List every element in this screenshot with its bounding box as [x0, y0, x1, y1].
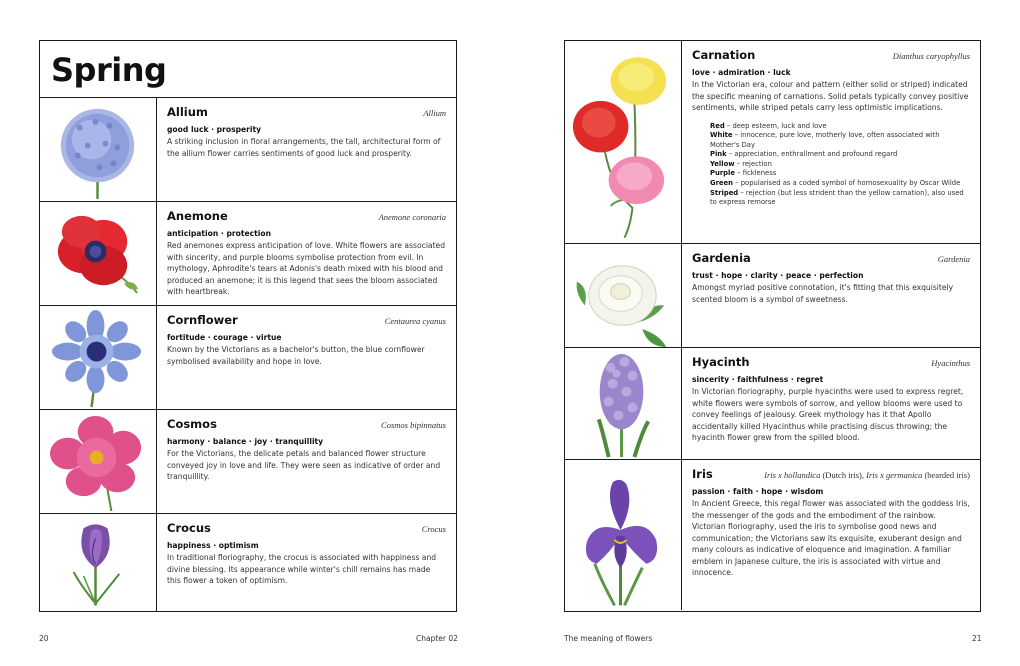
latin-name: Anemone coronaria: [378, 212, 446, 222]
flower-keywords: passion · faith · hope · wisdom: [692, 487, 824, 496]
flower-keywords: happiness · optimism: [167, 541, 259, 550]
spring-panel: [39, 40, 457, 612]
colour-meaning-red: Red – deep esteem, luck and love: [710, 121, 827, 130]
flower-panel-right: [564, 40, 981, 612]
flower-keywords: trust · hope · clarity · peace · perfection: [692, 271, 864, 280]
gardenia-illustration: [565, 244, 682, 347]
flower-description: Known by the Victorians as a bachelor's button, the blue cornflower symbolised availability and hope in love.: [167, 345, 425, 366]
crocus-illustration: [40, 514, 157, 611]
flower-name: Gardenia: [692, 251, 751, 265]
cosmos-illustration: [40, 410, 157, 513]
flower-entry-allium: [40, 98, 456, 202]
flower-entry-anemone: [40, 202, 456, 306]
carnation-illustration: [565, 41, 682, 243]
flower-entry-iris: [565, 460, 980, 610]
carnation-colour-meanings: [710, 122, 970, 208]
flower-entry-carnation: [565, 41, 980, 244]
colour-meaning-pink: Pink – appreciation, enthrallment and profound regard: [710, 150, 898, 159]
cornflower-illustration: [40, 306, 157, 409]
page-number-left: 20: [39, 634, 49, 643]
allium-illustration: [40, 98, 157, 201]
colour-meaning-striped: Striped – rejection (but less strident than the yellow carnation), also used to express remorse: [710, 188, 964, 207]
latin-name: Iris x hollandica (Dutch iris), Iris x germanica (bearded iris): [764, 470, 970, 480]
flower-name: Allium: [167, 105, 208, 119]
colour-meaning-green: Green – popularised as a coded symbol of homosexuality by Oscar Wilde: [710, 179, 961, 188]
latin-name: Allium: [423, 108, 446, 118]
anemone-illustration: [40, 202, 157, 305]
flower-keywords: love · admiration · luck: [692, 68, 791, 77]
flower-keywords: good luck · prosperity: [167, 125, 262, 134]
flower-name: Cosmos: [167, 417, 217, 431]
flower-entry-cosmos: [40, 410, 456, 514]
flower-keywords: sincerity · faithfulness · regret: [692, 375, 824, 384]
page-number-right: 21: [972, 634, 982, 643]
flower-description: In traditional floriography, the crocus is associated with happiness and divine blessing. Its appearance while winter's chill remains has made this flower a token of optimism.: [167, 553, 437, 585]
section-label: The meaning of flowers: [564, 634, 653, 643]
flower-description: A striking inclusion in floral arrangements, the tall, architectural form of the allium flower carries sentiments of good luck and prosperity.: [167, 137, 441, 158]
flower-entry-gardenia: [565, 244, 980, 348]
flower-name: Anemone: [167, 209, 228, 223]
colour-meaning-white: White – innocence, pure love, motherly love, often associated with Mother's Day: [710, 131, 940, 149]
hyacinth-illustration: [565, 348, 682, 459]
flower-keywords: harmony · balance · joy · tranquillity: [167, 437, 324, 446]
season-title: Spring: [40, 41, 456, 98]
latin-name: Hyacinthus: [931, 358, 970, 368]
flower-name: Cornflower: [167, 313, 238, 327]
flower-name: Carnation: [692, 48, 756, 62]
flower-description: In Victorian floriography, purple hyacinths were used to express regret, white flowers were symbols of sorrow, and yellow blooms were used to convey feelings of jealousy. Greek mythology has it that Apollo accidentally killed Hyacinthus while practising discus throwing; the hyacinth flower grew from the spilled blood.: [692, 387, 964, 442]
flower-description: Amongst myriad positive connotation, it's fitting that this exquisitely scented bloom is a symbol of sweetness.: [692, 283, 954, 304]
flower-description: In Ancient Greece, this regal flower was associated with the goddess Iris, the messenger of the gods and the embodiment of the rainbow. Victorian floriography, used the iris to symbolise good news and communication; the Victorians saw its exquisite, exuberant design and many colours as indicative of eloquence and imagination. A familiar emblem in Japanese culture, the iris is associated with virtue and innocence.: [692, 499, 970, 577]
latin-name: Cosmos bipinnatus: [381, 420, 446, 430]
colour-meaning-purple: Purple – fickleness: [710, 169, 777, 178]
latin-name: Centaurea cyanus: [384, 316, 446, 326]
flower-entry-crocus: [40, 514, 456, 611]
flower-keywords: anticipation · protection: [167, 229, 271, 238]
latin-name: Dianthus caryophyllus: [892, 51, 970, 61]
flower-entry-cornflower: [40, 306, 456, 410]
iris-illustration: [565, 460, 682, 610]
flower-name: Iris: [692, 467, 713, 481]
flower-description: For the Victorians, the delicate petals and balanced flower structure conveyed joy in love and life. They were seen as indicative of order and tranquillity.: [167, 449, 441, 481]
flower-name: Crocus: [167, 521, 211, 535]
flower-description: In the Victorian era, colour and pattern (either solid or striped) indicated the specific meaning of carnations. Solid petals typically convey positive sentiments, while striped petals carry less optimistic implications.: [692, 80, 969, 112]
chapter-label: Chapter 02: [416, 634, 458, 643]
colour-meaning-yellow: Yellow – rejection: [710, 159, 772, 168]
flower-entry-hyacinth: [565, 348, 980, 460]
flower-keywords: fortitude · courage · virtue: [167, 333, 282, 342]
flower-name: Hyacinth: [692, 355, 750, 369]
flower-description: Red anemones express anticipation of love. White flowers are associated with sincerity, and purple blooms symbolise protection from evil. In mythology, Aphrodite's tears at Adonis's death mixed with his blood and produced an anemone; it is this legend that sees the bloom associated with heartbreak.: [167, 241, 446, 296]
latin-name: Crocus: [421, 524, 446, 534]
latin-name: Gardenia: [937, 254, 970, 264]
